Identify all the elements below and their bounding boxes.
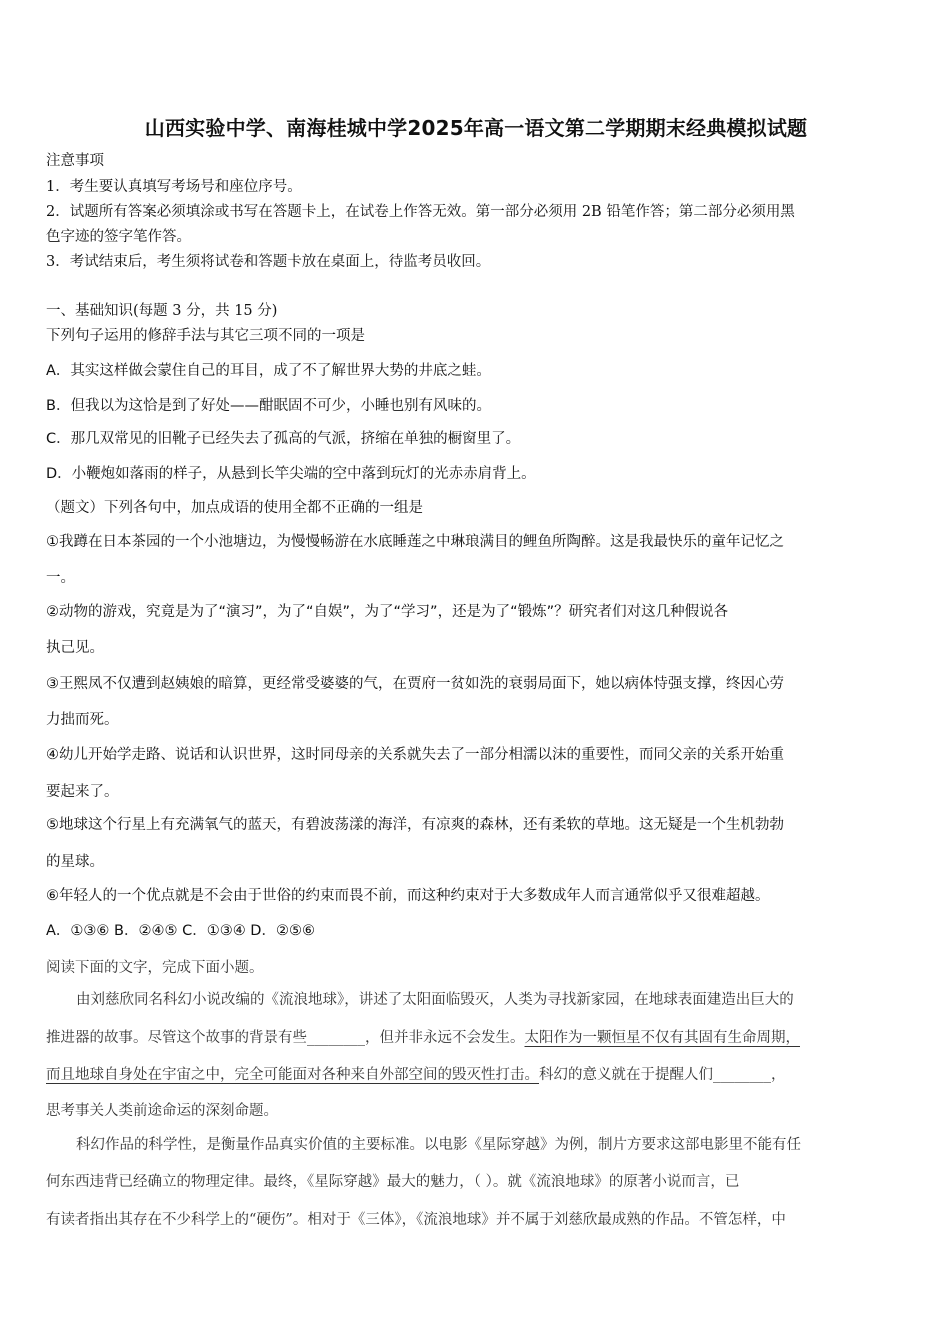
notice-item-3: 3．考试结束后，考生须将试卷和答题卡放在桌面上，待监考员收回。 xyxy=(46,254,491,270)
q1-stem: 下列句子运用的修辞手法与其它三项不同的一项是 xyxy=(46,328,365,344)
page-title: 山西实验中学、南海桂城中学2025年高一语文第二学期期末经典模拟试题 xyxy=(144,116,808,140)
notice-item-1: 1．考生要认真填写考场号和座位序号。 xyxy=(46,179,302,195)
underlined-sentence-part-2: 而且地球自身处在宇宙之中，完全可能面对各种来自外部空间的毁灭性打击。 xyxy=(46,1067,539,1083)
q2-line-2: 一。 xyxy=(46,570,75,586)
reading-p1-line-3 xyxy=(46,1065,906,1085)
reading-p1-line-1: 由刘慈欣同名科幻小说改编的《流浪地球》，讲述了太阳面临毁灭，人类为寻找新家园，在地球表面建造出巨大的 xyxy=(76,992,794,1008)
notice-item-2-cont: 色字迹的签字笔作答。 xyxy=(46,229,191,245)
q1-option-c: C．那几双常见的旧靴子已经失去了孤高的气派，挤缩在单独的橱窗里了。 xyxy=(46,431,521,447)
q2-line-7: ④幼儿开始学走路、说话和认识世界，这时同母亲的关系就失去了一部分相濡以沫的重要性，而同父亲的关系开始重 xyxy=(46,747,784,763)
q2-line-9: ⑤地球这个行星上有充满氧气的蓝天，有碧波荡漾的海洋，有凉爽的森林，还有柔软的草地。这无疑是一个生机勃勃 xyxy=(46,817,784,833)
notice-item-2: 2．试题所有答案必须填涂或书写在答题卡上，在试卷上作答无效。第一部分必须用 2B 铅笔作答；第二部分必须用黑 xyxy=(46,204,795,220)
notice-heading: 注意事项 xyxy=(46,153,104,169)
q2-line-3: ②动物的游戏，究竟是为了“演习”，为了“自娱”，为了“学习”，还是为了“锻炼”？研究者们对这几种假说各 xyxy=(46,604,729,620)
q2-line-4: 执己见。 xyxy=(46,640,104,656)
q2-line-5: ③王熙凤不仅遭到赵姨娘的暗算，更经常受婆婆的气，在贾府一贫如洗的衰弱局面下，她以病体恃强支撑，终因心劳 xyxy=(46,676,784,692)
q2-stem: （题文）下列各句中，加点成语的使用全都不正确的一组是 xyxy=(46,500,423,516)
q2-line-10: 的星球。 xyxy=(46,854,104,870)
q2-line-1: ①我蹲在日本茶园的一个小池塘边，为慢慢畅游在水底睡莲之中琳琅满目的鲤鱼所陶醉。这是我最快乐的童年记忆之 xyxy=(46,534,784,550)
q2-answer-options: A．①③⑥ B．②④⑤ C．①③④ D．②⑤⑥ xyxy=(46,923,315,939)
q2-line-6: 力拙而死。 xyxy=(46,712,119,728)
reading-p1-line-4: 思考事关人类前途命运的深刻命题。 xyxy=(46,1103,278,1119)
reading-p2-line-3: 有读者指出其存在不少科学上的“硬伤”。相对于《三体》，《流浪地球》并不属于刘慈欣最成熟的作品。不管怎样，中 xyxy=(46,1212,786,1228)
section-1-heading: 一、基础知识(每题 3 分，共 15 分) xyxy=(46,303,278,319)
q2-line-11: ⑥年轻人的一个优点就是不会由于世俗的约束而畏不前，而这种约束对于大多数成年人而言通常似乎又很难超越。 xyxy=(46,888,770,904)
reading-p2-line-2: 何东西违背已经确立的物理定律。最终，《星际穿越》最大的魅力，（ ）。就《流浪地球》的原著小说而言，已 xyxy=(46,1174,740,1190)
underlined-sentence-part-1: 太阳作为一颗恒星不仅有其固有生命周期， xyxy=(524,1030,800,1046)
reading-intro: 阅读下面的文字，完成下面小题。 xyxy=(46,960,264,976)
reading-p1-line-3-text: 科幻的意义就在于提醒人们________， xyxy=(539,1067,786,1083)
q2-line-8: 要起来了。 xyxy=(46,784,119,800)
q1-option-b: B．但我以为这恰是到了好处——酣眠固不可少，小睡也别有风味的。 xyxy=(46,398,491,414)
reading-p2-line-1: 科幻作品的科学性，是衡量作品真实价值的主要标准。以电影《星际穿越》为例，制片方要求这部电影里不能有任 xyxy=(76,1137,801,1153)
reading-p1-line-2 xyxy=(46,1028,906,1048)
q1-option-a: A．其实这样做会蒙住自己的耳目，成了不了解世界大势的井底之蛙。 xyxy=(46,363,491,379)
reading-p1-line-2-text: 推进器的故事。尽管这个故事的背景有些________，但并非永远不会发生。 xyxy=(46,1030,525,1046)
q1-option-d: D．小鞭炮如落雨的样子，从悬到长竿尖端的空中落到玩灯的光赤赤肩背上。 xyxy=(46,466,536,482)
